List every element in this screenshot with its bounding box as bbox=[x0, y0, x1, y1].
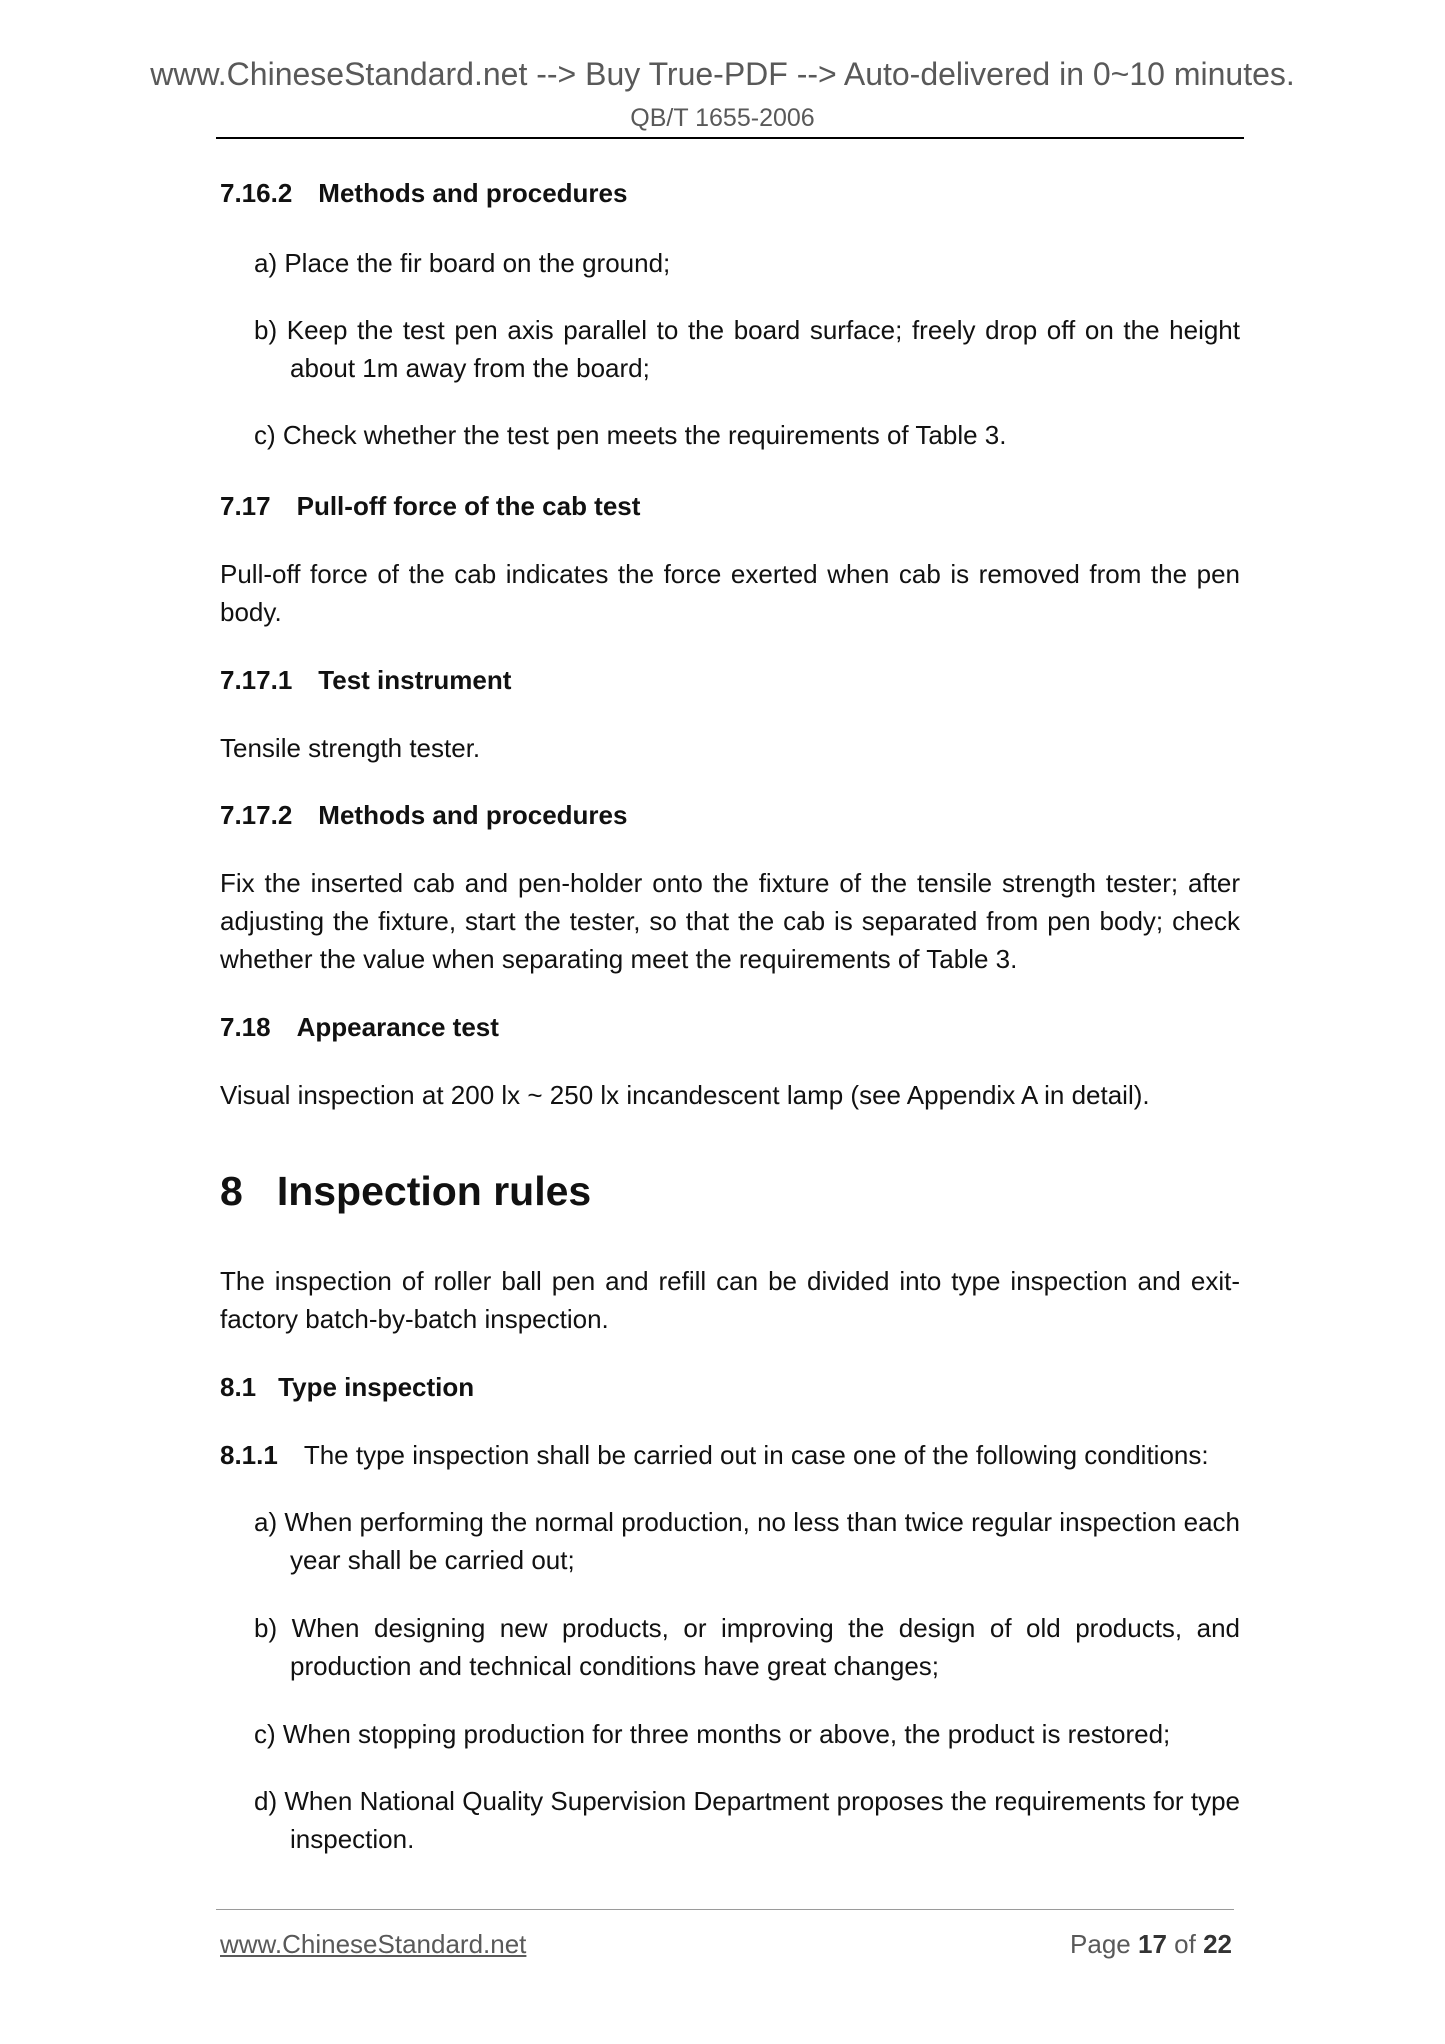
section-number: 7.17.1 bbox=[220, 665, 293, 695]
section-title: Appearance test bbox=[296, 1012, 499, 1042]
footer-website-link[interactable]: www.ChineseStandard.net bbox=[220, 1929, 527, 1959]
list-item: b) Keep the test pen axis parallel to the board surface; freely drop off on the height about 1m away from the board; bbox=[254, 315, 1240, 383]
paragraph: Visual inspection at 200 lx ~ 250 lx incandescent lamp (see Appendix A in detail). bbox=[220, 1080, 1150, 1110]
page-indicator bbox=[1070, 1929, 1232, 1960]
section-title: Methods and procedures bbox=[318, 178, 628, 208]
clause-number: 8.1.1 bbox=[220, 1440, 278, 1470]
standard-number: QB/T 1655-2006 bbox=[630, 104, 815, 132]
list-item: a) Place the fir board on the ground; bbox=[254, 248, 671, 278]
list-item: b) When designing new products, or improving the design of old products, and production and technical conditions have great changes; bbox=[254, 1613, 1240, 1681]
section-7-18-heading bbox=[220, 1012, 499, 1043]
section-title: Type inspection bbox=[278, 1372, 475, 1402]
page-current: 17 bbox=[1138, 1929, 1167, 1959]
page-of-label: of bbox=[1174, 1929, 1196, 1959]
paragraph: Tensile strength tester. bbox=[220, 733, 481, 763]
clause-8-1-1 bbox=[220, 1436, 1240, 1474]
chapter-title: Inspection rules bbox=[276, 1168, 592, 1214]
section-title: Methods and procedures bbox=[318, 800, 628, 830]
section-7-17-2-heading bbox=[220, 800, 627, 831]
section-title: Pull-off force of the cab test bbox=[296, 491, 641, 521]
paragraph: Pull-off force of the cab indicates the force exerted when cab is removed from the pen body. bbox=[220, 559, 1240, 627]
section-8-1-heading bbox=[220, 1372, 474, 1403]
section-number: 7.18 bbox=[220, 1012, 271, 1042]
chapter-number: 8 bbox=[220, 1168, 243, 1214]
section-number: 7.17.2 bbox=[220, 800, 293, 830]
section-number: 8.1 bbox=[220, 1372, 257, 1402]
section-number: 7.17 bbox=[220, 491, 271, 521]
chapter-8-heading bbox=[220, 1168, 591, 1215]
section-7-16-2-heading bbox=[220, 178, 627, 209]
footer-divider bbox=[216, 1909, 1234, 1910]
section-number: 7.16.2 bbox=[220, 178, 293, 208]
list-item: c) When stopping production for three months or above, the product is restored; bbox=[254, 1719, 1171, 1749]
paragraph: Fix the inserted cab and pen-holder onto the fixture of the tensile strength tester; after adjusting the fixture, start the tester, so that the cab is separated from pen body; check whether the value when separating meet the requirements of Table 3. bbox=[220, 868, 1240, 974]
header-banner: www.ChineseStandard.net --> Buy True-PDF --> Auto-delivered in 0~10 minutes. bbox=[150, 56, 1295, 92]
section-7-17-1-heading bbox=[220, 665, 511, 696]
list-item: c) Check whether the test pen meets the requirements of Table 3. bbox=[254, 420, 1007, 450]
page-label: Page bbox=[1070, 1929, 1131, 1959]
page-total: 22 bbox=[1203, 1929, 1232, 1959]
header-divider bbox=[216, 137, 1244, 139]
section-7-17-heading bbox=[220, 491, 640, 522]
clause-text: The type inspection shall be carried out in case one of the following conditions: bbox=[303, 1440, 1209, 1470]
list-item: d) When National Quality Supervision Department proposes the requirements for type inspection. bbox=[254, 1786, 1240, 1854]
list-item: a) When performing the normal production, no less than twice regular inspection each year shall be carried out; bbox=[254, 1507, 1240, 1575]
paragraph: The inspection of roller ball pen and refill can be divided into type inspection and exit-factory batch-by-batch inspection. bbox=[220, 1266, 1240, 1334]
section-title: Test instrument bbox=[318, 665, 512, 695]
